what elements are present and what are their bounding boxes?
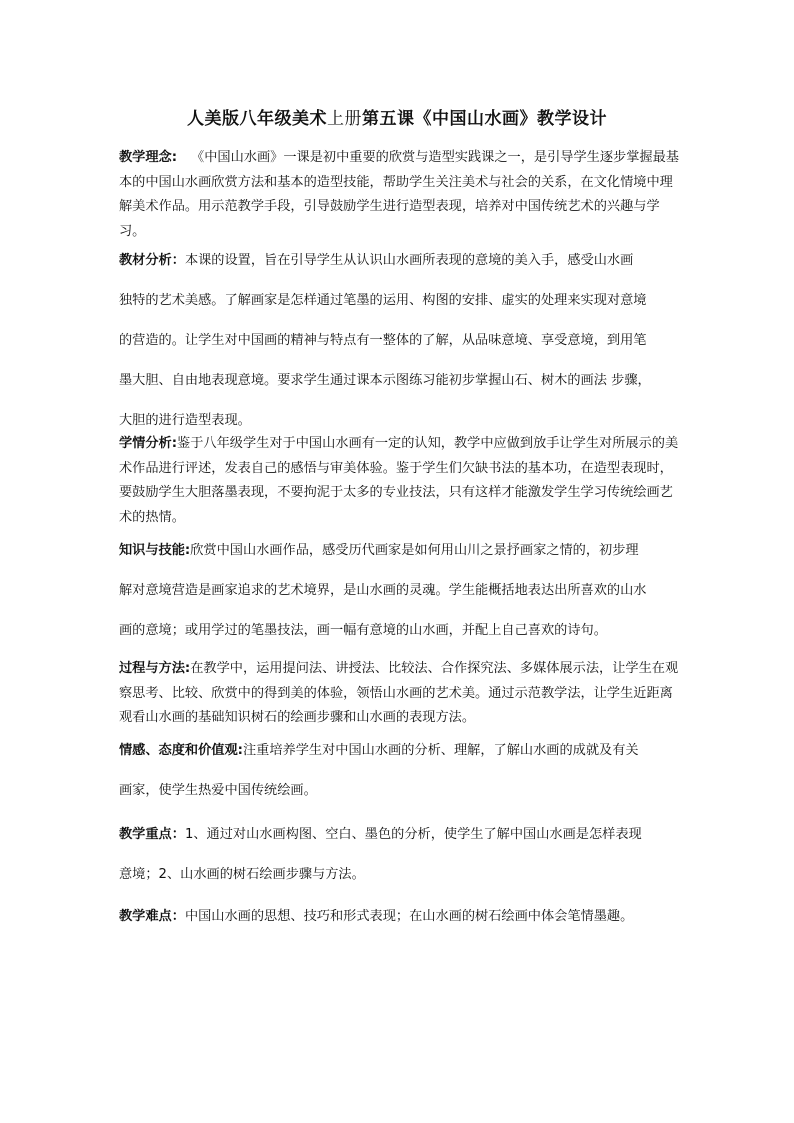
key-points-label: 教学重点： (119, 827, 185, 842)
title-light: 上册 (327, 109, 362, 129)
process-label: 过程与方法: (119, 661, 191, 676)
material-line-5: 大胆的进行造型表现。 (119, 413, 251, 428)
process-text: 在教学中，运用提问法、讲授法、比较法、合作探究法、多媒体展示法，让学生在观察思考、比较、欣赏中的得到美的体验，领悟山水画的艺术美。通过示范教学法，让学生近距离观看山水画的基础知识树石的绘画步骤和山水画的表现方法。 (119, 661, 679, 725)
material-line-2: 独特的艺术美感。了解画家是怎样通过笔墨的运用、构图的安排、虚实的处理来实现对意境 (119, 293, 647, 308)
attitude-line-2: 画家，使学生热爱中国传统绘画。 (119, 783, 317, 798)
attitude-label: 情感、态度和价值观: (119, 743, 243, 758)
document-title (0, 104, 794, 129)
attitude-line-1: 情感、态度和价值观:注重培养学生对中国山水画的分析、理解，了解山水画的成就及有关 (119, 743, 639, 758)
section-difficulties (119, 908, 679, 926)
learners-label: 学情分析: (119, 436, 178, 451)
knowledge-label: 知识与技能: (119, 543, 191, 558)
difficulties-label: 教学难点： (119, 909, 185, 924)
material-line-3: 的营造的。让学生对中国画的精神与特点有一整体的了解，从品味意境、享受意境，到用笔 (119, 333, 647, 348)
key-points-line-2: 意境；2、山水画的树石绘画步骤与方法。 (119, 867, 365, 882)
section-concept (119, 146, 679, 244)
title-bold-1: 人美版八年级美术 (187, 109, 327, 129)
learners-text: 鉴于八年级学生对于中国山水画有一定的认知，教学中应做到放手让学生对所展示的美术作品进行评述，发表自己的感悟与审美体验。鉴于学生们欠缺书法的基本功，在造型表现时，要鼓励学生大胆落墨表现，不要拘泥于太多的专业技法，只有这样才能激发学生学习传统绘画艺术的热情。 (119, 436, 679, 525)
concept-text: 《中国山水画》一课是初中重要的欣赏与造型实践课之一，是引导学生逐步掌握最基本的中国山水画欣赏方法和基本的造型技能，帮助学生关注美术与社会的关系，在文化情境中理解美术作品。用示范教学手段，引导鼓励学生进行造型表现，培养对中国传统艺术的兴趣与学习。 (119, 150, 679, 239)
difficulties-line (119, 908, 679, 926)
material-line-4: 墨大胆、自由地表现意境。要求学生通过课本示图练习能初步掌握山石、树木的画法 步骤， (119, 373, 651, 388)
material-line-1: 教材分析：本课的设置，旨在引导学生从认识山水画所表现的意境的美入手，感受山水画 (119, 253, 634, 268)
material-label: 教材分析： (119, 253, 185, 268)
section-process (119, 657, 679, 731)
title-bold-2: 第五课《中国山水画》教学设计 (362, 109, 607, 129)
knowledge-line-3: 画的意境；或用学过的笔墨技法，画一幅有意境的山水画，并配上自己喜欢的诗句。 (119, 623, 607, 638)
difficulties-text: 中国山水画的思想、技巧和形式表现；在山水画的树石绘画中体会笔情墨趣。 (184, 909, 634, 924)
knowledge-line-2: 解对意境营造是画家追求的艺术境界，是山水画的灵魂。学生能概括地表达出所喜欢的山水 (119, 583, 647, 598)
concept-label: 教学理念: (119, 150, 178, 165)
section-attitude (119, 742, 679, 806)
section-learners (119, 432, 679, 530)
section-key-points (119, 826, 679, 890)
key-points-line-1: 教学重点：1、通过对山水画构图、空白、墨色的分析，使学生了解中国山水画是怎样表现 (119, 827, 642, 842)
section-knowledge (119, 542, 679, 646)
knowledge-line-1: 知识与技能:欣赏中国山水画作品，感受历代画家是如何用山川之景抒画家之情的，初步理 (119, 543, 639, 558)
section-material (119, 252, 679, 436)
